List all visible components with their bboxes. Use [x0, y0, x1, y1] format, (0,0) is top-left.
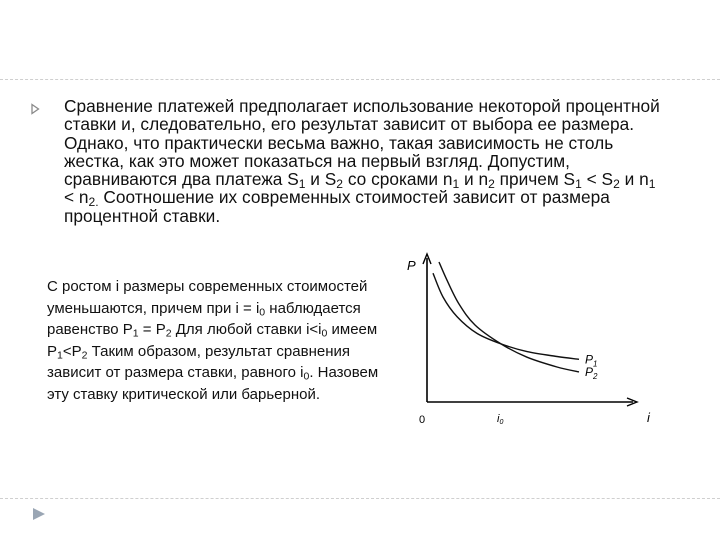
origin-label: 0: [419, 414, 426, 426]
x-axis-label: i: [647, 410, 650, 425]
present-value-chart: [395, 250, 715, 430]
top-divider: [0, 79, 720, 80]
triangle-bullet-icon: [29, 103, 41, 115]
main-paragraph: Сравнение платежей предполагает использование некоторой процентной ставки и, следовательно, его результат зависит от выбора ее размера. Однако, что практически весьма важно, такая зависимость не столь жестка, как это может показаться на первый взгляд. Допустим, сравниваются два платежа $S_1$ и $S_2$ со сроками $n_1$ и $n_2$ причем $S_1 < S_2$ и $n_1 < n_{2.}$ Соотношение их современных стоимостей зависит от размера процентной ставки.: [64, 96, 660, 226]
y-axis-label: P: [407, 258, 416, 273]
series-layer: [433, 262, 598, 381]
side-paragraph: С ростом i размеры современных стоимостей уменьшаются, причем при $i = i_0$ наблюдается равенство $P_1 = P_2$ Для любой ставки $i<i_0$ имеем $P_1<P_2$ Таким образом, результат сравнения зависит от размера ставки, равного $i_0$. Назовем эту ставку критической или барьерной.: [47, 278, 379, 403]
series-line-2: [439, 262, 579, 372]
x-tick-i0-label: i0: [497, 413, 504, 426]
series-label-2: $P_2$: [585, 364, 598, 381]
series-label-1: $P_1$: [585, 352, 598, 369]
arrow-corner-icon: [32, 507, 46, 521]
bottom-divider: [0, 498, 720, 499]
